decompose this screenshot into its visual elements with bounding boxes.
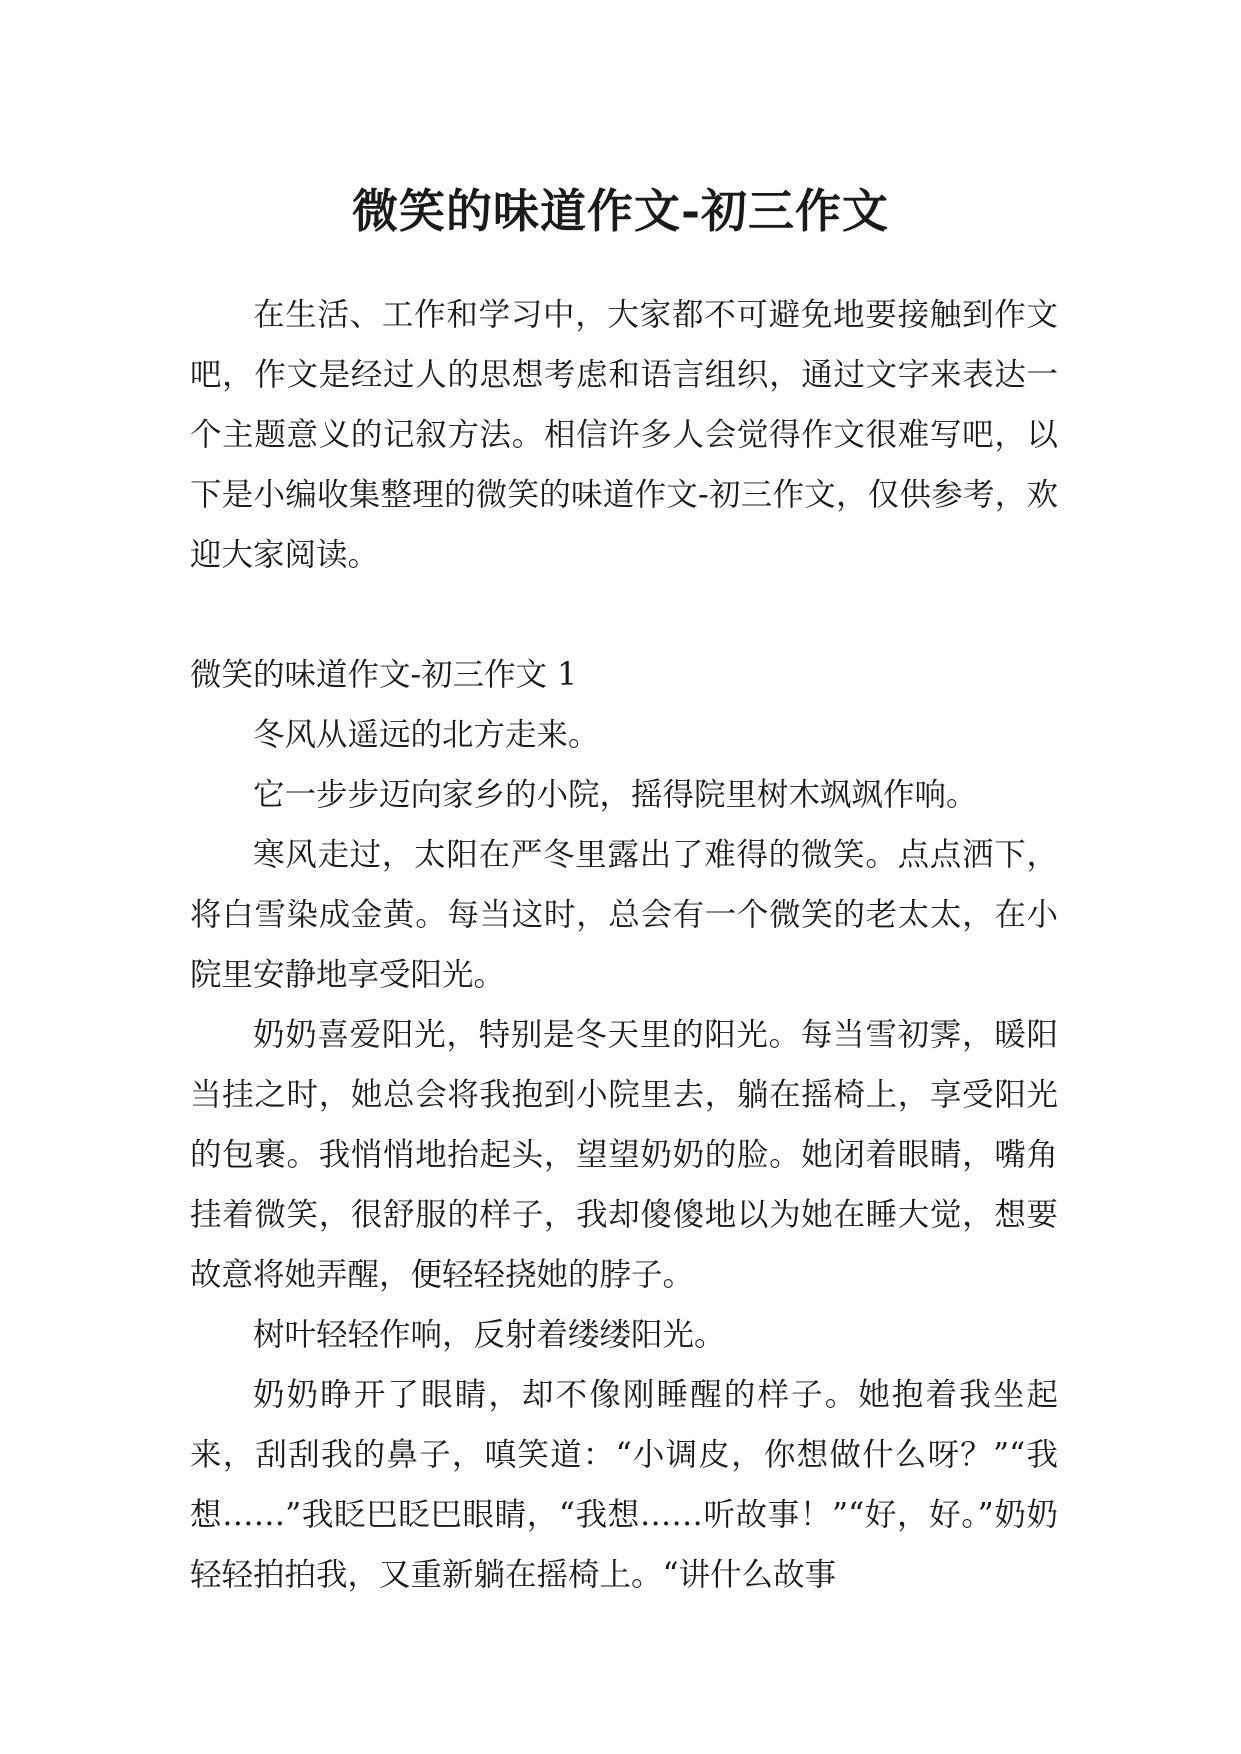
document-body <box>190 285 1058 1605</box>
body-paragraph: 奶奶睁开了眼睛，却不像刚睡醒的样子。她抱着我坐起来，刮刮我的鼻子，嗔笑道：“小调皮，你想做什么呀？”“我想……”我眨巴眨巴眼睛，“我想……听故事！”“好，好。”奶奶轻轻拍拍我，又重新躺在摇椅上。“讲什么故事 <box>190 1377 1058 1593</box>
body-paragraph: 树叶轻轻作响，反射着缕缕阳光。 <box>253 1317 726 1353</box>
body-paragraph: 它一步步迈向家乡的小院，摇得院里树木飒飒作响。 <box>253 777 978 813</box>
body-paragraph: 寒风走过，太阳在严冬里露出了难得的微笑。点点洒下，将白雪染成金黄。每当这时，总会有一个微笑的老太太，在小院里安静地享受阳光。 <box>190 837 1058 993</box>
body-paragraph: 冬风从遥远的北方走来。 <box>253 717 600 753</box>
section-heading: 微笑的味道作文-初三作文 1 <box>190 657 578 693</box>
intro-paragraph: 在生活、工作和学习中，大家都不可避免地要接触到作文吧，作文是经过人的思想考虑和语言组织，通过文字来表达一个主题意义的记叙方法。相信许多人会觉得作文很难写吧，以下是小编收集整理的微笑的味道作文-初三作文，仅供参考，欢迎大家阅读。 <box>190 297 1058 573</box>
document-title: 微笑的味道作文-初三作文 <box>351 183 890 238</box>
body-paragraph: 奶奶喜爱阳光，特别是冬天里的阳光。每当雪初霁，暖阳当挂之时，她总会将我抱到小院里去，躺在摇椅上，享受阳光的包裹。我悄悄地抬起头，望望奶奶的脸。她闭着眼睛，嘴角挂着微笑，很舒服的样子，我却傻傻地以为她在睡大觉，想要故意将她弄醒，便轻轻挠她的脖子。 <box>190 1017 1058 1293</box>
